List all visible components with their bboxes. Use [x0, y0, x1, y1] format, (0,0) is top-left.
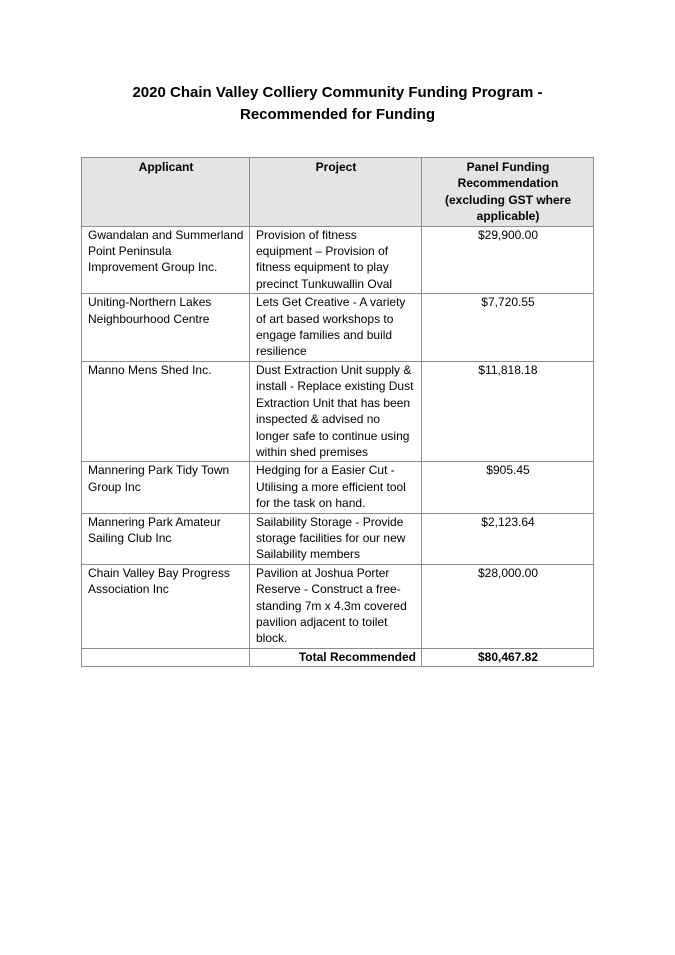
table-row — [82, 564, 594, 648]
amount-cell: $2,123.64 — [422, 513, 594, 564]
title-line-2: Recommended for Funding — [240, 106, 435, 123]
total-row — [82, 648, 594, 666]
table-row — [82, 462, 594, 513]
project-cell: Provision of fitness equipment – Provision of fitness equipment to play precinct Tunkuwallin Oval — [250, 226, 422, 294]
table-row — [82, 513, 594, 564]
applicant-cell: Manno Mens Shed Inc. — [82, 361, 250, 461]
amount-cell: $11,818.18 — [422, 361, 594, 461]
applicant-cell: Gwandalan and Summerland Point Peninsula Improvement Group Inc. — [82, 226, 250, 294]
total-value: $80,467.82 — [422, 648, 594, 666]
document-title — [0, 82, 675, 126]
total-empty-cell — [82, 648, 250, 666]
funding-table — [81, 157, 594, 667]
table-row — [82, 361, 594, 461]
applicant-cell: Mannering Park Amateur Sailing Club Inc — [82, 513, 250, 564]
project-cell: Hedging for a Easier Cut - Utilising a more efficient tool for the task on hand. — [250, 462, 422, 513]
title-line-1: 2020 Chain Valley Colliery Community Funding Program - — [132, 84, 543, 101]
header-project: Project — [250, 158, 422, 227]
project-cell: Lets Get Creative - A variety of art based workshops to engage families and build resilience — [250, 294, 422, 362]
applicant-cell: Mannering Park Tidy Town Group Inc — [82, 462, 250, 513]
amount-cell: $29,900.00 — [422, 226, 594, 294]
applicant-cell: Uniting-Northern Lakes Neighbourhood Centre — [82, 294, 250, 362]
applicant-cell: Chain Valley Bay Progress Association Inc — [82, 564, 250, 648]
table-header-row — [82, 158, 594, 227]
amount-cell: $905.45 — [422, 462, 594, 513]
header-applicant: Applicant — [82, 158, 250, 227]
project-cell: Dust Extraction Unit supply & install - Replace existing Dust Extraction Unit that has been inspected & advised no longer safe to continue using within shed premises — [250, 361, 422, 461]
header-recommendation: Panel Funding Recommendation (excluding GST where applicable) — [422, 158, 594, 227]
total-label: Total Recommended — [250, 648, 422, 666]
amount-cell: $7,720.55 — [422, 294, 594, 362]
table-row — [82, 294, 594, 362]
table-row — [82, 226, 594, 294]
project-cell: Sailability Storage - Provide storage facilities for our new Sailability members — [250, 513, 422, 564]
amount-cell: $28,000.00 — [422, 564, 594, 648]
project-cell: Pavilion at Joshua Porter Reserve - Construct a free-standing 7m x 4.3m covered pavilion adjacent to toilet block. — [250, 564, 422, 648]
